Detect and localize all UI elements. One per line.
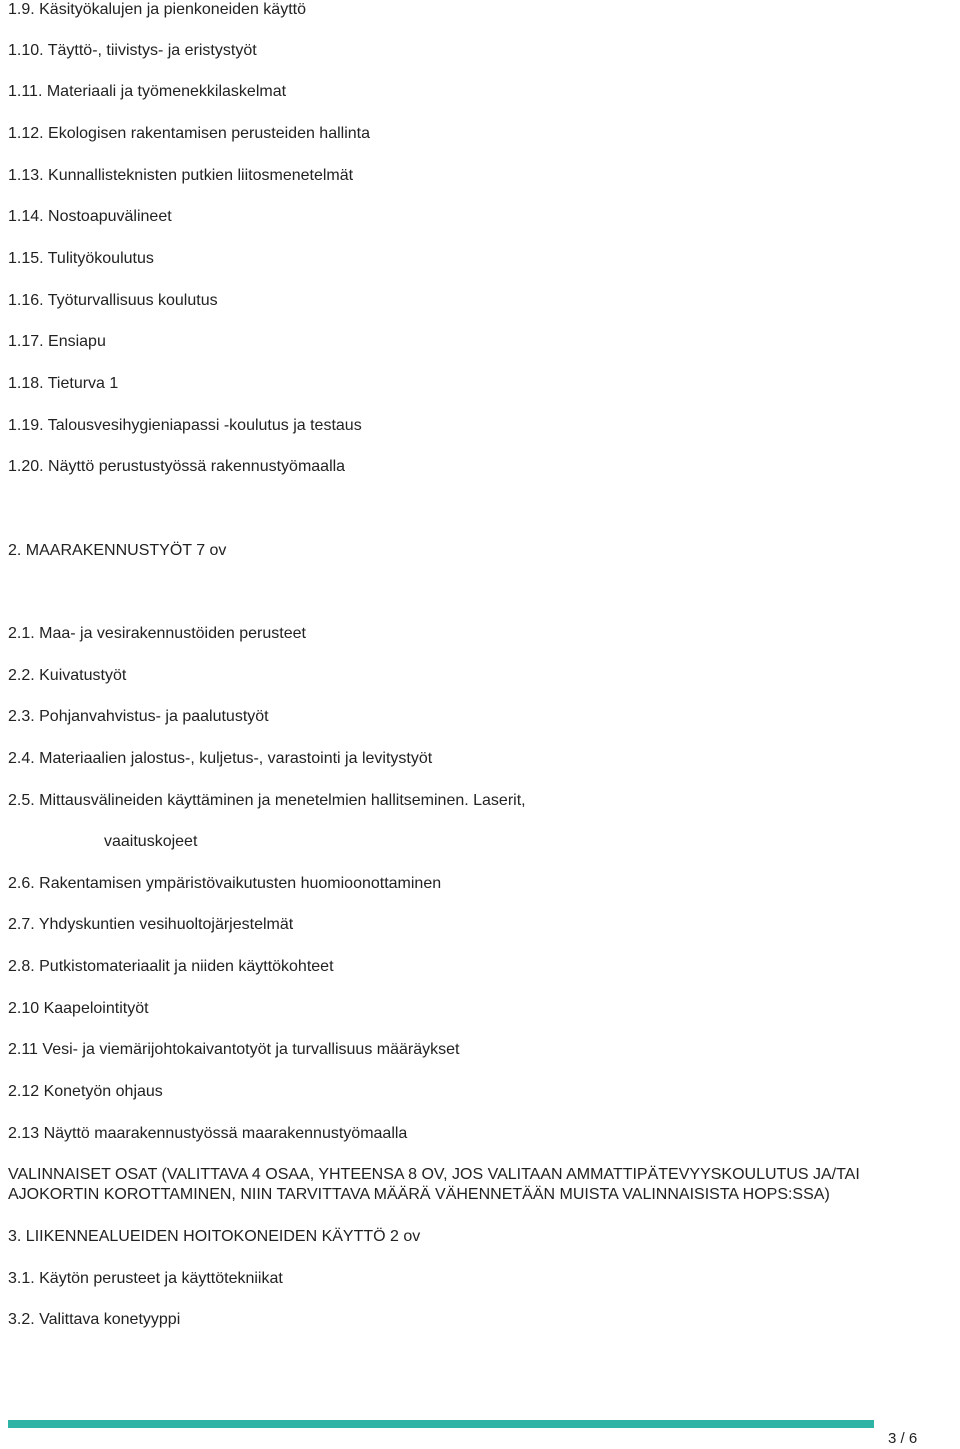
list-item: 1.14. Nostoapuvälineet xyxy=(8,208,172,225)
list-item: 2.6. Rakentamisen ympäristövaikutusten huomioonottaminen xyxy=(8,875,442,892)
list-item: 2.4. Materiaalien jalostus-, kuljetus-, varastointi ja levitystyöt xyxy=(8,750,433,767)
list-item: 1.12. Ekologisen rakentamisen perusteiden hallinta xyxy=(8,125,371,142)
list-item: 2.8. Putkistomateriaalit ja niiden käyttökohteet xyxy=(8,958,334,975)
list-item: 2.11 Vesi- ja viemärijohtokaivantotyöt ja turvallisuus määräykset xyxy=(8,1041,460,1058)
list-item: 1.9. Käsityökalujen ja pienkoneiden käyttö xyxy=(8,1,306,18)
list-item: 1.17. Ensiapu xyxy=(8,333,106,350)
list-item: 1.18. Tieturva 1 xyxy=(8,375,119,392)
list-item: 2.12 Konetyön ohjaus xyxy=(8,1083,163,1100)
footer-accent-bar xyxy=(8,1420,952,1428)
list-item: 2.13 Näyttö maarakennustyössä maarakennustyömaalla xyxy=(8,1125,408,1142)
list-item-continuation: vaaituskojeet xyxy=(104,833,198,850)
list-item: 1.19. Talousvesihygieniapassi -koulutus ja testaus xyxy=(8,417,362,434)
section-heading: 3. LIIKENNEALUEIDEN HOITOKONEIDEN KÄYTTÖ 2 ov xyxy=(8,1228,421,1245)
list-item: 3.2. Valittava konetyyppi xyxy=(8,1311,181,1328)
section-note: VALINNAISET OSAT (VALITTAVA 4 OSAA, YHTEENSA 8 OV, JOS VALITAAN AMMATTIPÄTEVYYSKOULUTUS JA/TAI AJOKORTIN KOROTTAMINEN, NIIN TARVITTAVA MÄÄRÄ VÄHENNETÄÄN MUISTA VALINNAISISTA HOPS:SSA) xyxy=(8,1166,860,1203)
list-item: 2.2. Kuivatustyöt xyxy=(8,667,127,684)
page-number: 3 / 6 xyxy=(888,1430,918,1447)
list-item: 1.15. Tulityökoulutus xyxy=(8,250,154,267)
list-item: 2.7. Yhdyskuntien vesihuoltojärjestelmät xyxy=(8,916,294,933)
list-item: 2.5. Mittausvälineiden käyttäminen ja menetelmien hallitseminen. Laserit, xyxy=(8,792,526,809)
list-item: 2.1. Maa- ja vesirakennustöiden perusteet xyxy=(8,625,306,642)
section-heading: 2. MAARAKENNUSTYÖT 7 ov xyxy=(8,542,227,559)
list-item: 1.13. Kunnallisteknisten putkien liitosmenetelmät xyxy=(8,167,354,184)
list-item: 3.1. Käytön perusteet ja käyttötekniikat xyxy=(8,1270,283,1287)
list-item: 2.3. Pohjanvahvistus- ja paalutustyöt xyxy=(8,708,269,725)
list-item: 1.20. Näyttö perustustyössä rakennustyömaalla xyxy=(8,458,346,475)
list-item: 1.11. Materiaali ja työmenekkilaskelmat xyxy=(8,83,287,100)
list-item: 1.10. Täyttö-, tiivistys- ja eristystyöt xyxy=(8,42,257,59)
list-item: 2.10 Kaapelointityöt xyxy=(8,1000,149,1017)
list-item: 1.16. Työturvallisuus koulutus xyxy=(8,292,218,309)
